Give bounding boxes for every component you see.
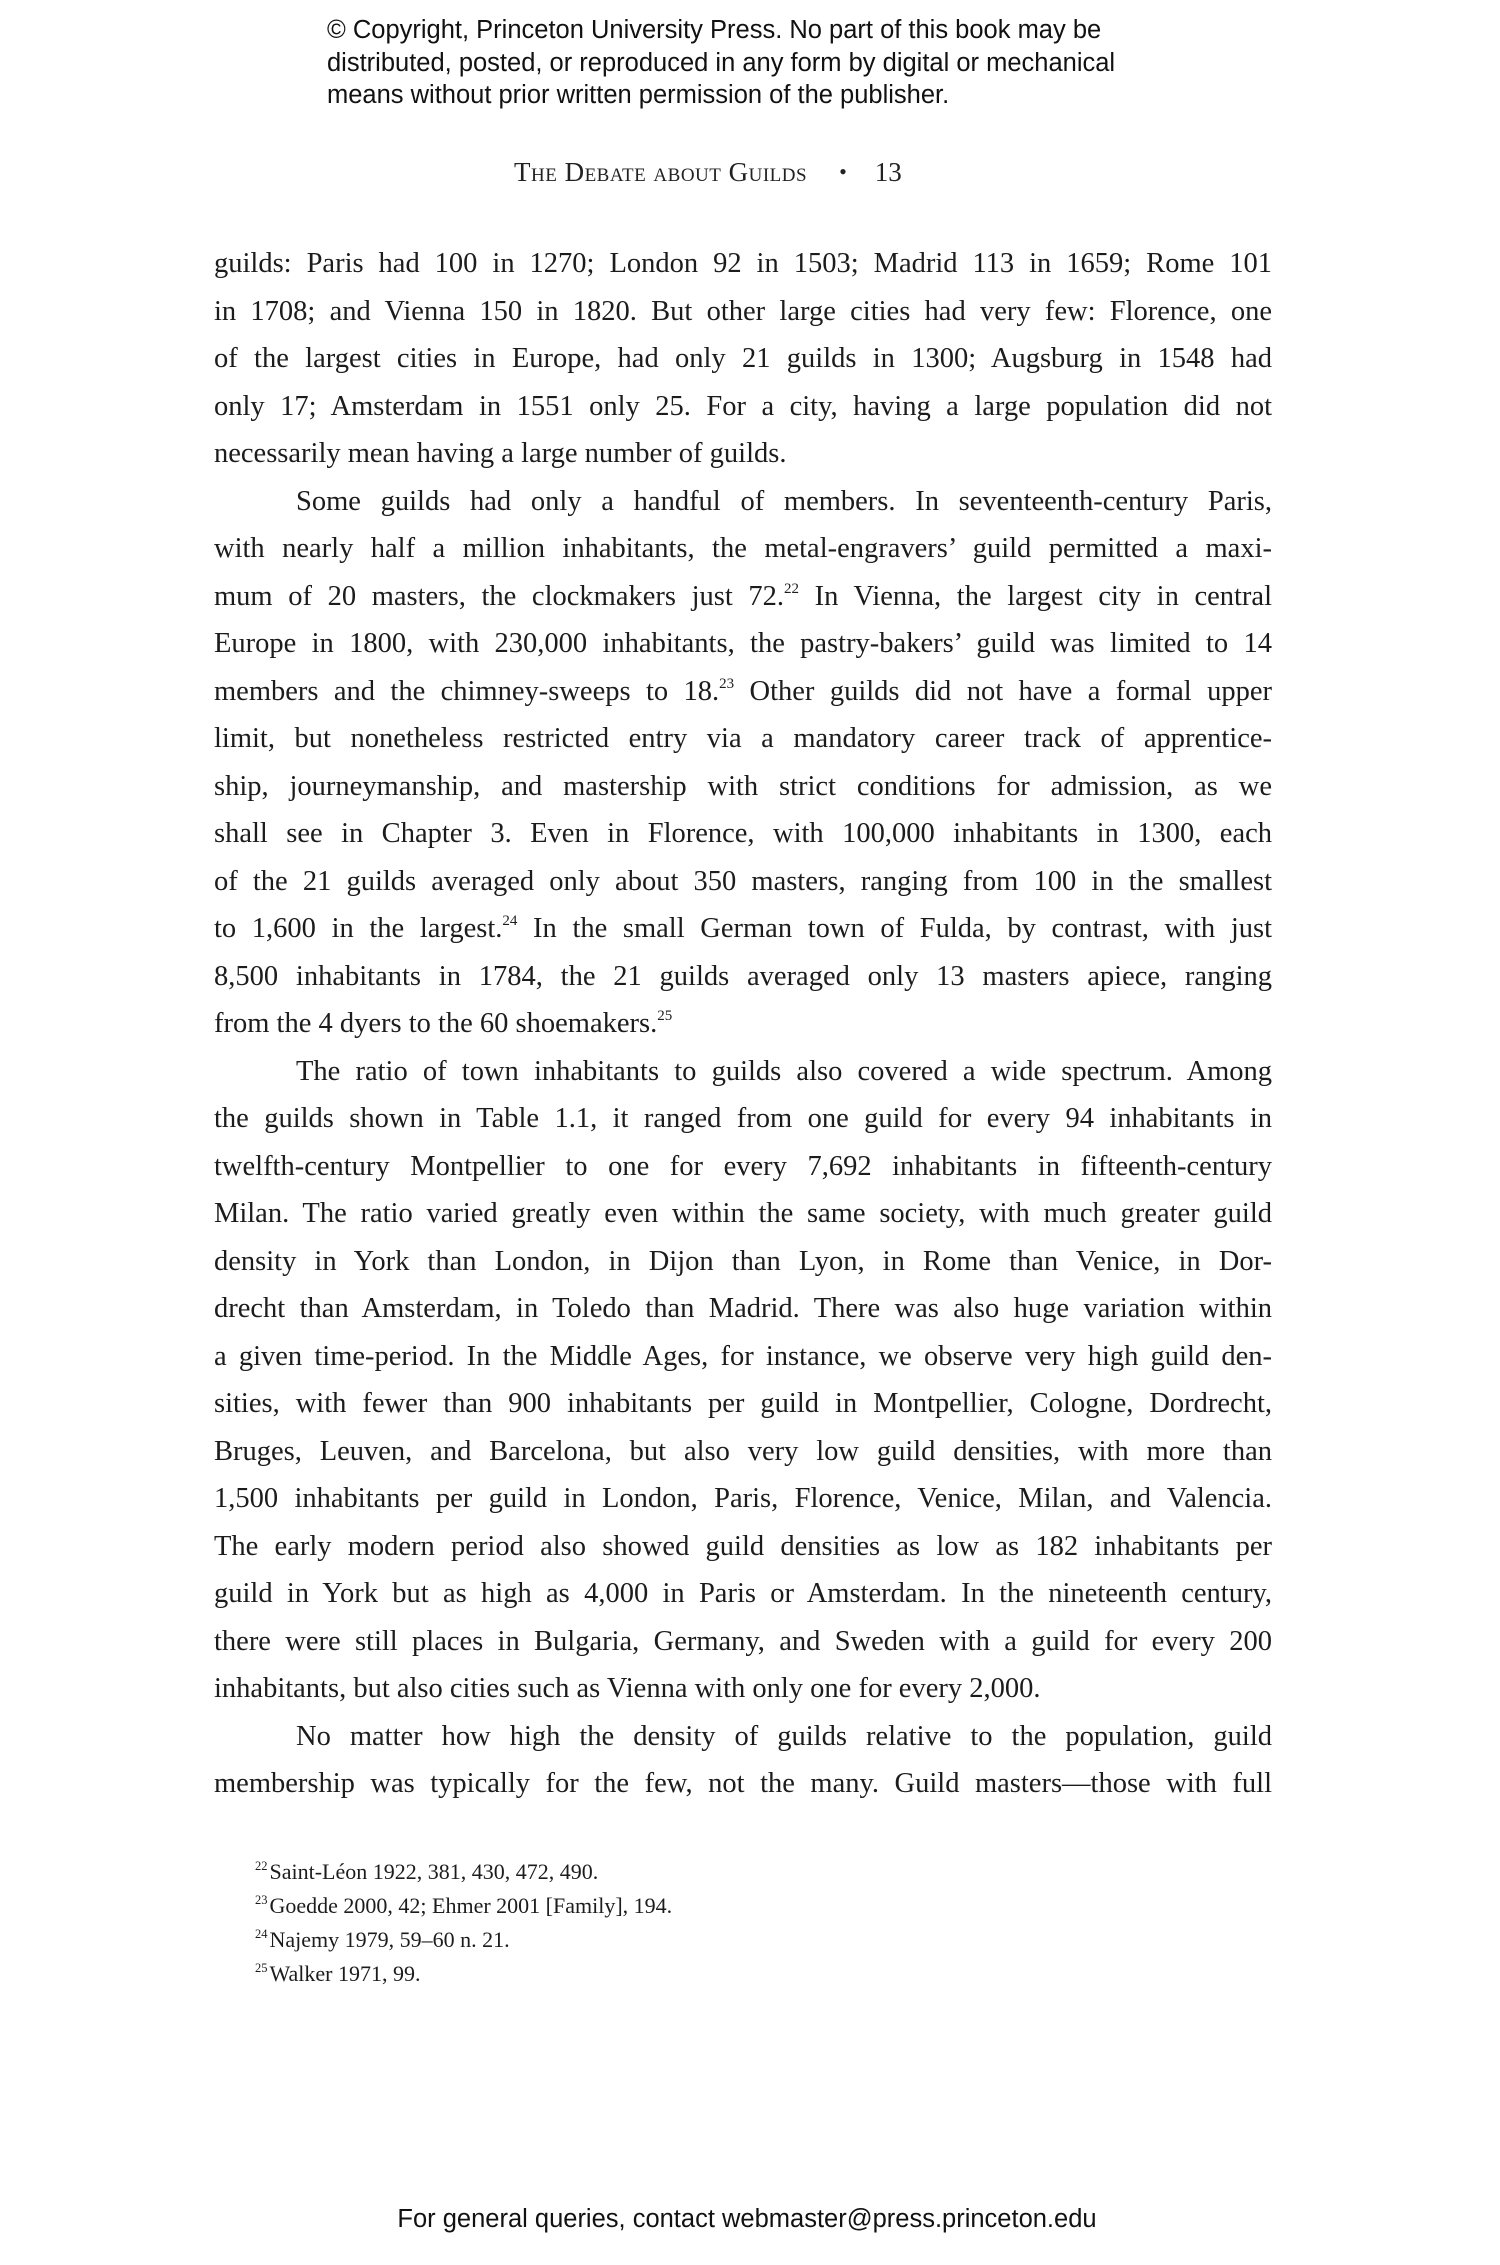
body-line xyxy=(214,573,1272,621)
footnote-25 xyxy=(255,1957,1155,1991)
footnote-text: Walker 1971, 99. xyxy=(269,1961,421,1986)
body-line: guilds: Paris had 100 in 1270; London 92 in 1503; Madrid 113 in 1659; Rome 101 xyxy=(214,248,1272,279)
footnote-text: Saint-Léon 1922, 381, 430, 472, 490. xyxy=(269,1859,599,1884)
footnotes xyxy=(255,1855,1155,1991)
body-line: the guilds shown in Table 1.1, it ranged from one guild for every 94 inhabitants in xyxy=(214,1103,1272,1134)
body-line: sities, with fewer than 900 inhabitants per guild in Montpellier, Cologne, Dordrecht, xyxy=(214,1388,1272,1419)
line-text: from the 4 dyers to the 60 shoemakers. xyxy=(214,1008,658,1039)
body-line: ship, journeymanship, and mastership with strict conditions for admission, as we xyxy=(214,770,1272,802)
body-line: Some guilds had only a handful of members. In seventeenth-century Paris, xyxy=(296,485,1272,517)
footnote-number: 23 xyxy=(255,1893,268,1907)
line-text: In Vienna, the largest city in central xyxy=(799,580,1272,612)
body-line: 1,500 inhabitants per guild in London, Paris, Florence, Venice, Milan, and Valencia. xyxy=(214,1483,1272,1514)
body-line: limit, but nonetheless restricted entry via a mandatory career track of apprentice- xyxy=(214,723,1272,754)
footnote-23 xyxy=(255,1889,1155,1923)
line-text: mum of 20 masters, the clockmakers just 72. xyxy=(214,580,784,612)
body-text xyxy=(214,240,1272,1808)
copyright-line: © Copyright, Princeton University Press. No part of this book may be xyxy=(327,16,1102,44)
body-line xyxy=(214,1000,1272,1048)
body-line xyxy=(214,905,1272,953)
body-line: The early modern period also showed guild densities as low as 182 inhabitants per xyxy=(214,1530,1272,1562)
body-line xyxy=(214,668,1272,716)
line-text: to 1,600 in the largest. xyxy=(214,913,503,944)
body-line: shall see in Chapter 3. Even in Florence, with 100,000 inhabitants in 1300, each xyxy=(214,818,1272,849)
footnote-text: Najemy 1979, 59–60 n. 21. xyxy=(269,1927,510,1952)
body-line: twelfth-century Montpellier to one for every 7,692 inhabitants in fifteenth-century xyxy=(214,1150,1272,1182)
copyright-line: means without prior written permission of the publisher. xyxy=(327,81,950,109)
body-line: guild in York but as high as 4,000 in Paris or Amsterdam. In the nineteenth century, xyxy=(214,1578,1272,1609)
copyright-line: distributed, posted, or reproduced in any form by digital or mechanical xyxy=(327,48,1116,77)
body-line: of the largest cities in Europe, had only 21 guilds in 1300; Augsburg in 1548 had xyxy=(214,343,1272,374)
body-line: in 1708; and Vienna 150 in 1820. But other large cities had very few: Florence, one xyxy=(214,295,1272,327)
body-line: Bruges, Leuven, and Barcelona, but also very low guild densities, with more than xyxy=(214,1435,1272,1467)
line-text: Other guilds did not have a formal upper xyxy=(734,675,1272,707)
footer-contact-text: For general queries, contact webmaster@press.princeton.edu xyxy=(397,2205,1097,2233)
body-line: with nearly half a million inhabitants, the metal-engravers’ guild permitted a maxi- xyxy=(214,533,1272,564)
body-line: density in York than London, in Dijon than Lyon, in Rome than Venice, in Dor- xyxy=(214,1245,1272,1277)
body-line: No matter how high the density of guilds relative to the population, guild xyxy=(296,1720,1272,1752)
body-line: there were still places in Bulgaria, Germany, and Sweden with a guild for every 200 xyxy=(214,1625,1272,1657)
footer xyxy=(0,2203,1500,2235)
footnote-ref-24[interactable]: 24 xyxy=(502,913,518,929)
running-head-title: The Debate about Guilds xyxy=(514,157,808,187)
body-line: inhabitants, but also cities such as Vienna with only one for every 2,000. xyxy=(214,1673,1041,1704)
footnote-ref-25[interactable]: 25 xyxy=(657,1008,673,1024)
footnote-number: 22 xyxy=(255,1859,268,1873)
line-text: In the small German town of Fulda, by contrast, with just xyxy=(517,913,1273,944)
body-line: necessarily mean having a large number of guilds. xyxy=(214,438,787,469)
footnote-22 xyxy=(255,1855,1155,1889)
body-line: only 17; Amsterdam in 1551 only 25. For a city, having a large population did not xyxy=(214,390,1272,422)
footnote-ref-22[interactable]: 22 xyxy=(784,580,799,597)
body-line: The ratio of town inhabitants to guilds also covered a wide spectrum. Among xyxy=(296,1055,1272,1087)
footnote-number: 24 xyxy=(255,1927,268,1941)
body-line: membership was typically for the few, not the many. Guild masters—those with full xyxy=(214,1768,1272,1799)
body-line: Europe in 1800, with 230,000 inhabitants, the pastry-bakers’ guild was limited to 14 xyxy=(214,628,1272,659)
body-line: Milan. The ratio varied greatly even within the same society, with much greater guild xyxy=(214,1198,1272,1229)
copyright-notice xyxy=(327,14,1227,112)
body-line: a given time-period. In the Middle Ages, for instance, we observe very high guild den- xyxy=(214,1340,1272,1372)
body-line: 8,500 inhabitants in 1784, the 21 guilds averaged only 13 masters apiece, ranging xyxy=(214,960,1272,992)
bullet-separator-icon: • xyxy=(839,159,847,184)
footnote-number: 25 xyxy=(255,1961,268,1975)
footnote-ref-23[interactable]: 23 xyxy=(719,675,735,692)
footnote-24 xyxy=(255,1923,1155,1957)
body-line: drecht than Amsterdam, in Toledo than Madrid. There was also huge variation within xyxy=(214,1293,1272,1324)
page-number: 13 xyxy=(874,157,902,187)
body-line: of the 21 guilds averaged only about 350 masters, ranging from 100 in the smallest xyxy=(214,865,1272,897)
line-text: members and the chimney-sweeps to 18. xyxy=(214,675,720,707)
footnote-text: Goedde 2000, 42; Ehmer 2001 [Family], 194. xyxy=(269,1893,673,1918)
